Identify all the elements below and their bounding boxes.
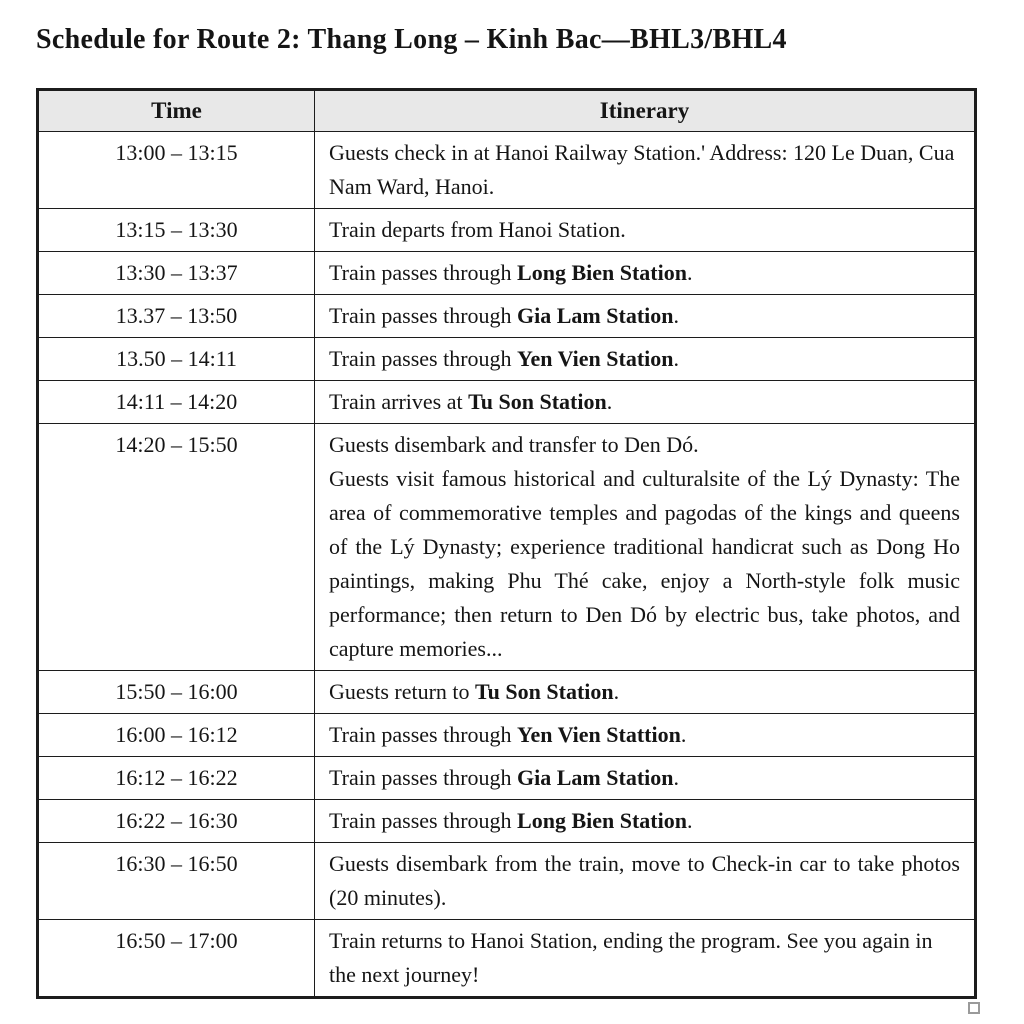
itinerary-cell [315,209,976,252]
time-cell: 16:12 – 16:22 [38,757,315,800]
itinerary-paragraph: Train departs from Hanoi Station. [329,217,626,242]
itinerary-cell [315,338,976,381]
itinerary-cell [315,757,976,800]
table-row [38,338,976,381]
itinerary-paragraph: Train passes through Long Bien Station. [329,260,693,285]
table-row [38,757,976,800]
table-row [38,252,976,295]
page-title: Schedule for Route 2: Thang Long – Kinh Bac—BHL3/BHL4 [36,24,787,55]
time-cell: 14:11 – 14:20 [38,381,315,424]
itinerary-column-header: Itinerary [315,90,976,132]
itinerary-cell [315,671,976,714]
table-row [38,132,976,209]
time-column-header: Time [38,90,315,132]
schedule-table-container [36,88,977,999]
itinerary-cell [315,381,976,424]
table-row [38,714,976,757]
time-cell: 13:00 – 13:15 [38,132,315,209]
itinerary-paragraph: Guests disembark and transfer to Den Dó. [329,432,699,457]
itinerary-cell [315,920,976,998]
itinerary-cell [315,800,976,843]
table-row [38,800,976,843]
itinerary-paragraph: Guests return to Tu Son Station. [329,679,620,704]
time-cell: 16:30 – 16:50 [38,843,315,920]
itinerary-paragraph: Train passes through Gia Lam Station. [329,303,679,328]
itinerary-cell [315,843,976,920]
table-row [38,295,976,338]
time-cell: 13.50 – 14:11 [38,338,315,381]
itinerary-paragraph: Train passes through Yen Vien Station. [329,346,680,371]
itinerary-cell [315,424,976,671]
time-cell: 13.37 – 13:50 [38,295,315,338]
time-cell: 16:00 – 16:12 [38,714,315,757]
table-row [38,209,976,252]
itinerary-paragraph: Train arrives at Tu Son Station. [329,389,613,414]
itinerary-cell [315,714,976,757]
itinerary-paragraph: Guests visit famous historical and culturalsite of the Lý Dynasty: The area of commemorative temples and pagodas of the kings and queens of the Lý Dynasty; experience traditional handicrat such as Dong Ho paintings, making Phu Thé cake, enjoy a North-style folk music performance; then return to Den Dó by electric bus, take photos, and capture memories... [329,466,960,661]
table-row [38,671,976,714]
table-row [38,381,976,424]
itinerary-cell [315,252,976,295]
time-cell: 14:20 – 15:50 [38,424,315,671]
time-cell: 13:15 – 13:30 [38,209,315,252]
itinerary-paragraph: Guests disembark from the train, move to Check-in car to take photos (20 minutes). [329,851,960,910]
table-row [38,424,976,671]
table-row [38,843,976,920]
time-cell: 15:50 – 16:00 [38,671,315,714]
itinerary-paragraph: Guests check in at Hanoi Railway Station.' Address: 120 Le Duan, Cua Nam Ward, Hanoi. [329,140,955,199]
itinerary-paragraph: Train passes through Gia Lam Station. [329,765,679,790]
time-cell: 13:30 – 13:37 [38,252,315,295]
itinerary-paragraph: Train passes through Long Bien Station. [329,808,693,833]
header-row [38,90,976,132]
schedule-table [36,88,977,999]
table-resize-handle-icon[interactable] [968,1002,980,1014]
time-cell: 16:50 – 17:00 [38,920,315,998]
schedule-table-body [38,132,976,998]
itinerary-paragraph: Train passes through Yen Vien Stattion. [329,722,687,747]
table-row [38,920,976,998]
itinerary-paragraph: Train returns to Hanoi Station, ending the program. See you again in the next journey! [329,928,933,987]
time-cell: 16:22 – 16:30 [38,800,315,843]
itinerary-cell [315,132,976,209]
itinerary-cell [315,295,976,338]
